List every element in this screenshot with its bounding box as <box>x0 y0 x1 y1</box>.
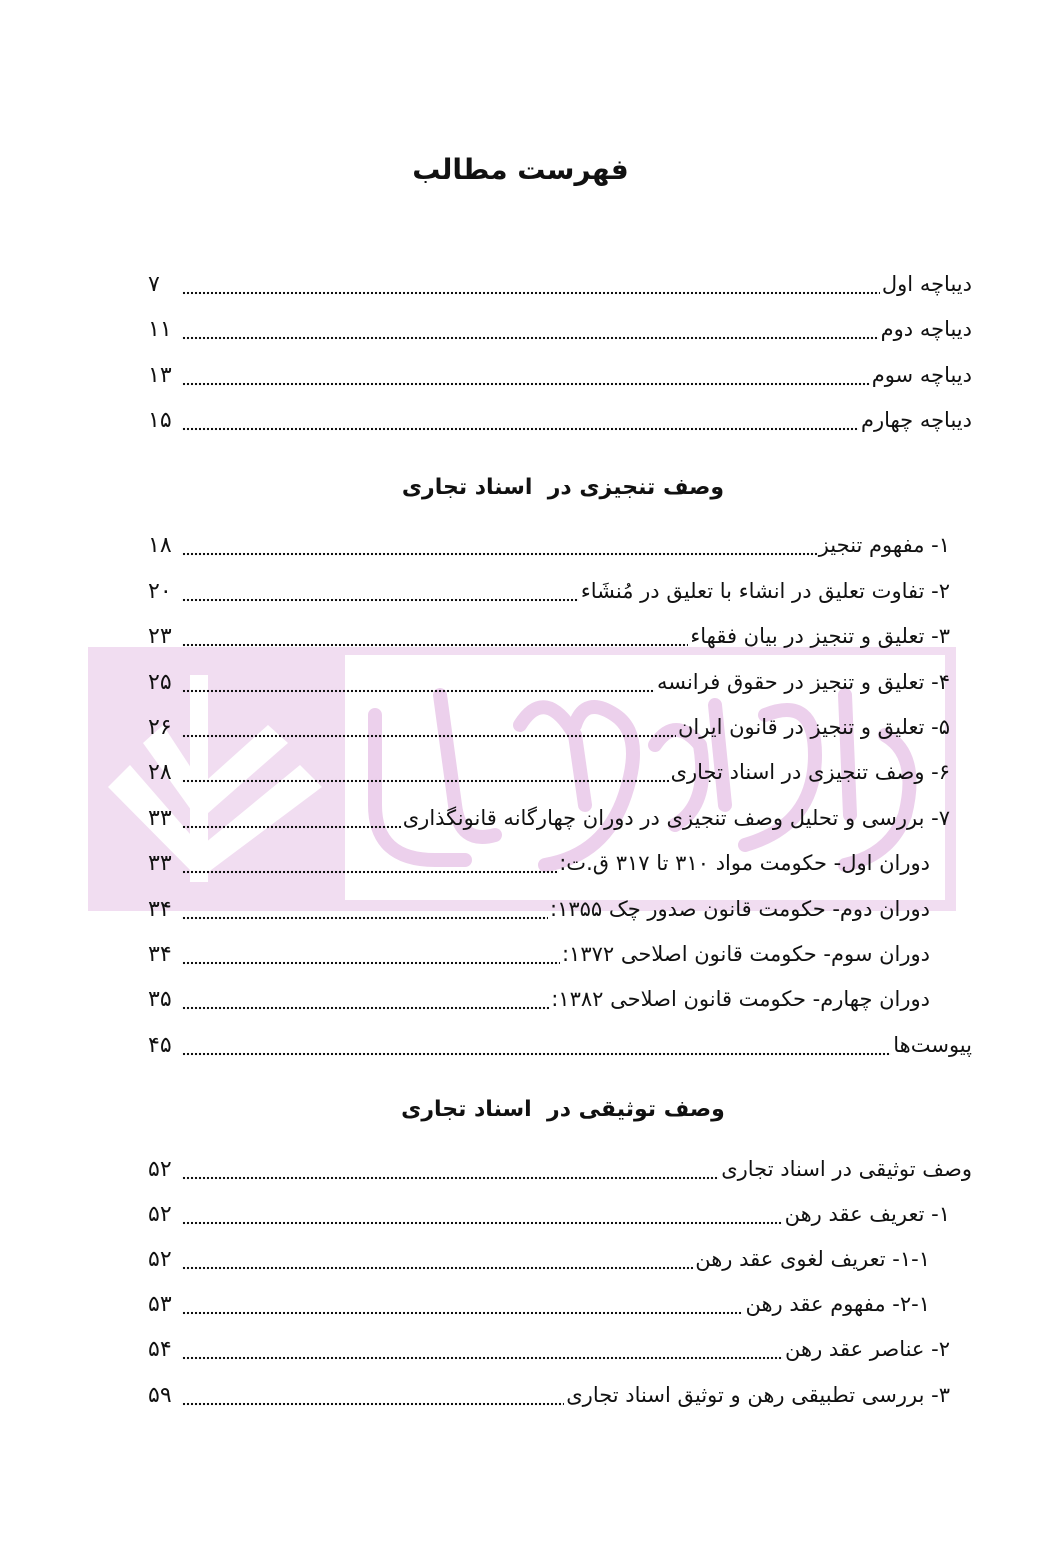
toc-entry[interactable] <box>148 573 950 609</box>
toc-entry[interactable] <box>148 709 950 745</box>
toc-entry[interactable] <box>148 1151 972 1187</box>
toc-entry[interactable] <box>148 1286 930 1322</box>
toc-page-number: ۲۸ <box>148 760 172 785</box>
page-title: فهرست مطالب <box>412 153 629 186</box>
toc-entry[interactable] <box>148 664 950 700</box>
toc-entry-label: ۲- عناصر عقد رهن <box>785 1337 950 1361</box>
toc-entry[interactable] <box>148 800 950 836</box>
dot-leader <box>182 689 655 693</box>
toc-page-number: ۵۹ <box>148 1383 172 1408</box>
toc-entry-label: دیباچه اول <box>881 272 972 296</box>
dot-leader <box>182 552 817 556</box>
toc-page-number: ۲۰ <box>148 579 172 604</box>
dot-leader <box>182 734 676 738</box>
dot-leader <box>182 291 880 295</box>
toc-entry[interactable] <box>148 1377 950 1413</box>
toc-page-number: ۳۴ <box>148 897 172 922</box>
toc-entry-label: ۱-۱- تعریف لغوی عقد رهن <box>695 1247 930 1271</box>
dot-leader <box>182 1006 549 1010</box>
toc-entry-label: ۲- تفاوت تعلیق در انشاء با تعلیق در مُنشَاء <box>580 579 950 603</box>
dot-leader <box>182 598 579 602</box>
toc-page-number: ۳۳ <box>148 851 172 876</box>
toc-page-number: ۳۳ <box>148 806 172 831</box>
toc-entry[interactable] <box>148 981 930 1017</box>
dot-leader <box>182 427 859 431</box>
toc-entry[interactable] <box>148 357 972 393</box>
dot-leader <box>182 779 669 783</box>
toc-entry-label: دوران دوم- حکومت قانون صدور چک ۱۳۵۵: <box>550 897 930 921</box>
dot-leader <box>182 1402 564 1406</box>
toc-entry[interactable] <box>148 845 930 881</box>
toc-entry[interactable] <box>148 754 950 790</box>
toc-page-number: ۳۵ <box>148 987 172 1012</box>
toc-entry-label: ۳- بررسی تطبیقی رهن و توثیق اسناد تجاری <box>566 1383 950 1407</box>
dot-leader <box>182 825 401 829</box>
dot-leader <box>182 1221 783 1225</box>
toc-page-number: ۲۵ <box>148 670 172 695</box>
toc-page-number: ۲۳ <box>148 624 172 649</box>
toc-page-number: ۱۱ <box>148 317 172 342</box>
toc-entry-label: ۷- بررسی و تحلیل وصف تنجیزی در دوران چهارگانه قانونگذاری <box>402 806 950 830</box>
toc-entry-label: ۲-۱- مفهوم عقد رهن <box>745 1292 930 1316</box>
toc-entry-label: ۵- تعلیق و تنجیز در قانون ایران <box>677 715 950 739</box>
toc-entry[interactable] <box>148 1241 930 1277</box>
toc-entry[interactable] <box>148 1196 950 1232</box>
toc-entry-label: دیباچه سوم <box>871 363 972 387</box>
toc-entry[interactable] <box>148 936 930 972</box>
toc-entry[interactable] <box>148 266 972 302</box>
dot-leader <box>182 382 870 386</box>
toc-entry[interactable] <box>148 618 950 654</box>
toc-entry-label: ۳- تعلیق و تنجیز در بیان فقهاء <box>690 624 950 648</box>
toc-entry[interactable] <box>148 402 972 438</box>
dot-leader <box>182 870 557 874</box>
toc-page-number: ۱۳ <box>148 363 172 388</box>
toc-entry[interactable] <box>148 1331 950 1367</box>
dot-leader <box>182 961 560 965</box>
toc-entry-label: ۱- مفهوم تنجیز <box>818 533 950 557</box>
toc-entry-label: ۱- تعریف عقد رهن <box>784 1202 950 1226</box>
dot-leader <box>182 1052 891 1056</box>
toc-entry-label: دوران سوم- حکومت قانون اصلاحی ۱۳۷۲: <box>561 942 930 966</box>
toc-page-number: ۳۴ <box>148 942 172 967</box>
section-heading: وصف تنجیزی در اسناد تجاری <box>401 475 725 500</box>
toc-entry[interactable] <box>148 311 972 347</box>
toc-entry[interactable] <box>148 1027 972 1063</box>
toc-page-number: ۵۲ <box>148 1157 172 1182</box>
toc-entry-label: دیباچه چهارم <box>860 408 972 432</box>
toc-page-number: ۷ <box>148 272 160 297</box>
dot-leader <box>182 1266 693 1270</box>
toc-entry-label: وصف توثیقی در اسناد تجاری <box>721 1157 972 1181</box>
toc-page-number: ۵۲ <box>148 1202 172 1227</box>
toc-page-number: ۵۲ <box>148 1247 172 1272</box>
toc-entry-label: ۶- وصف تنجیزی در اسناد تجاری <box>670 760 950 784</box>
toc-entry[interactable] <box>148 527 950 563</box>
toc-page-number: ۴۵ <box>148 1033 172 1058</box>
toc-page-number: ۱۵ <box>148 408 172 433</box>
toc-page-number: ۱۸ <box>148 533 172 558</box>
dot-leader <box>182 1176 719 1180</box>
toc-entry-label: دیباچه دوم <box>880 317 972 341</box>
dot-leader <box>182 643 688 647</box>
section-heading: وصف توثیقی در اسناد تجاری <box>401 1097 725 1122</box>
dot-leader <box>182 1311 743 1315</box>
toc-entry-label: دوران اول- حکومت مواد ۳۱۰ تا ۳۱۷ ق.ت: <box>559 851 930 875</box>
toc-entry-label: دوران چهارم- حکومت قانون اصلاحی ۱۳۸۲: <box>551 987 930 1011</box>
toc-page-number: ۵۳ <box>148 1292 172 1317</box>
dot-leader <box>182 916 548 920</box>
toc-entry-label: ۴- تعلیق و تنجیز در حقوق فرانسه <box>656 670 950 694</box>
dot-leader <box>182 1356 783 1360</box>
toc-entry[interactable] <box>148 891 930 927</box>
toc-page-number: ۵۴ <box>148 1337 172 1362</box>
toc-entry-label: پیوست‌ها <box>893 1033 972 1057</box>
toc-page-number: ۲۶ <box>148 715 172 740</box>
dot-leader <box>182 336 879 340</box>
